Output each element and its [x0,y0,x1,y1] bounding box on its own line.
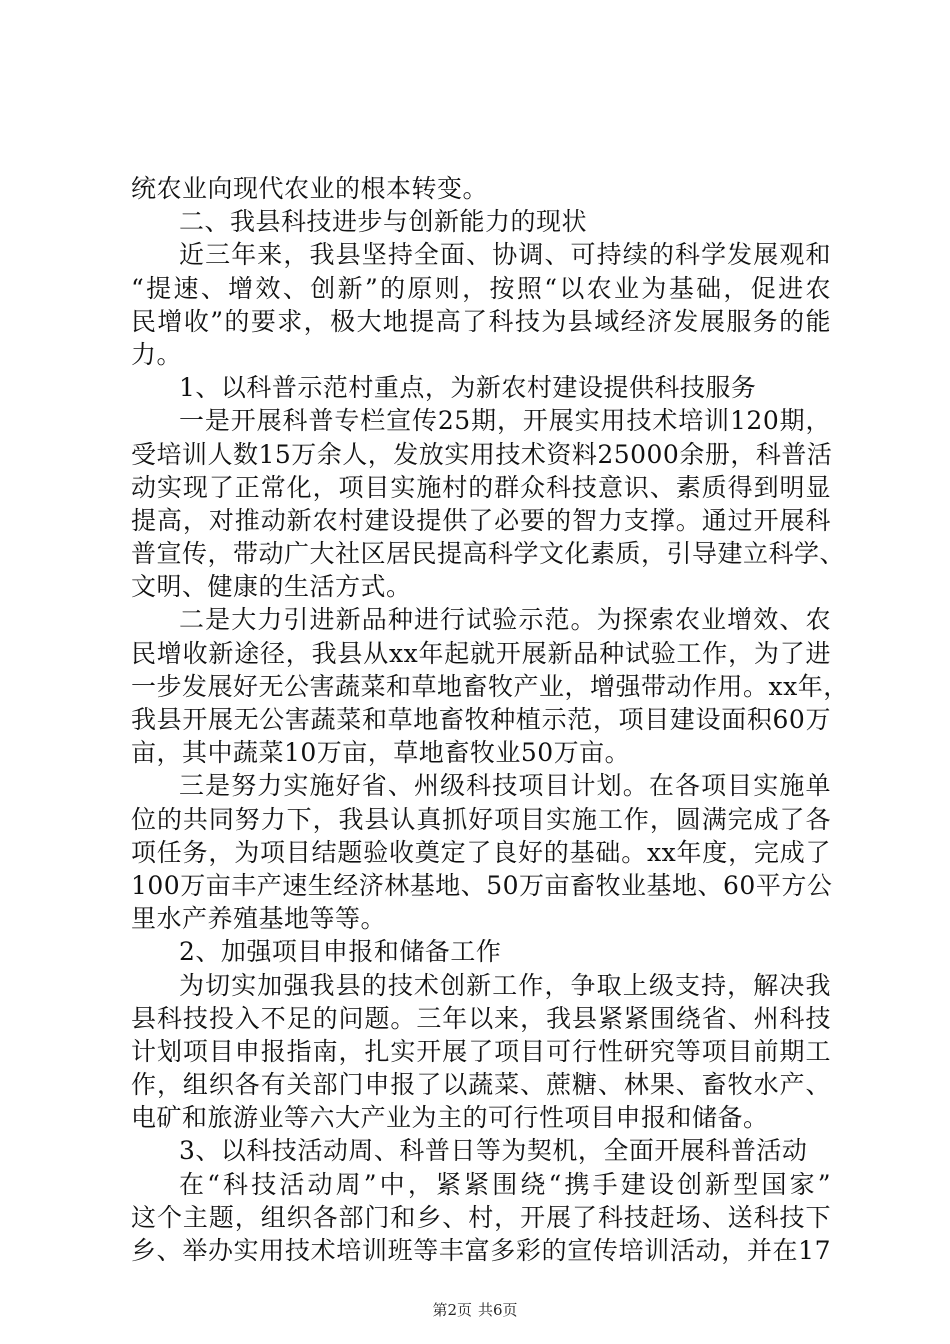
text-line: 提高，对推动新农村建设提供了必要的智力支撑。通过开展科 [131,505,831,535]
text-line: 县科技投入不足的问题。三年以来，我县紧紧围绕省、州科技 [131,1003,831,1033]
text-line: 计划项目申报指南，扎实开展了项目可行性研究等项目前期工 [131,1036,831,1066]
text-line: 位的共同努力下，我县认真抓好项目实施工作，圆满完成了各 [131,804,831,834]
text-line: 民增收新途径，我县从xx年起就开展新品种试验工作，为了进 [131,638,831,668]
text-line: 亩，其中蔬菜10万亩，草地畜牧业50万亩。 [131,738,631,768]
text-line: “提速、增效、创新”的原则，按照“以农业为基础，促进农 [131,273,831,303]
text-line: 普宣传，带动广大社区居民提高科学文化素质，引导建立科学、 [131,539,846,569]
page-total: 共6页 [478,1301,518,1319]
text-line: 二是大力引进新品种进行试验示范。为探索农业增效、农 [179,605,831,635]
text-line: 3、以科技活动周、科普日等为契机，全面开展科普活动 [179,1136,808,1166]
text-line: 为切实加强我县的技术创新工作，争取上级支持，解决我 [179,970,831,1000]
page-number: 第2页 [432,1301,472,1319]
text-line: 三是努力实施好省、州级科技项目计划。在各项目实施单 [179,771,831,801]
text-line: 项任务，为项目结题验收奠定了良好的基础。xx年度，完成了 [131,837,831,867]
text-line: 电矿和旅游业等六大产业为主的可行性项目申报和储备。 [131,1103,769,1133]
text-line: 1、以科普示范村重点，为新农村建设提供科技服务 [179,373,757,403]
page-footer [0,1300,950,1320]
text-line: 一是开展科普专栏宣传25期，开展实用技术培训120期， [179,406,831,436]
text-line: 一步发展好无公害蔬菜和草地畜牧产业，增强带动作用。xx年， [131,671,849,701]
text-line: 里水产养殖基地等等。 [131,904,387,934]
text-line: 乡、举办实用技术培训班等丰富多彩的宣传培训活动，并在17 [131,1236,831,1265]
text-line: 在“科技活动周”中，紧紧围绕“携手建设创新型国家” [179,1169,831,1199]
text-line: 作，组织各有关部门申报了以蔬菜、蔗糖、林果、畜牧水产、 [131,1070,831,1100]
text-line: 近三年来，我县坚持全面、协调、可持续的科学发展观和 [179,240,831,270]
text-line: 动实现了正常化，项目实施村的群众科技意识、素质得到明显 [131,472,831,502]
text-line: 100万亩丰产速生经济林基地、50万亩畜牧业基地、60平方公 [131,870,833,900]
text-line: 民增收”的要求，极大地提高了科技为县域经济发展服务的能 [131,306,831,336]
document-body [131,172,849,1267]
text-line: 统农业向现代农业的根本转变。 [131,174,489,203]
text-line: 我县开展无公害蔬菜和草地畜牧种植示范，项目建设面积60万 [131,705,831,734]
text-line: 2、加强项目申报和储备工作 [179,937,502,967]
text-line: 受培训人数15万余人，发放实用技术资料25000余册，科普活 [131,439,833,469]
text-line: 二、我县科技进步与创新能力的现状 [179,207,588,237]
text-line: 这个主题，组织各部门和乡、村，开展了科技赶场、送科技下 [131,1202,831,1232]
text-line: 力。 [131,339,183,369]
text-line: 文明、健康的生活方式。 [131,572,412,602]
